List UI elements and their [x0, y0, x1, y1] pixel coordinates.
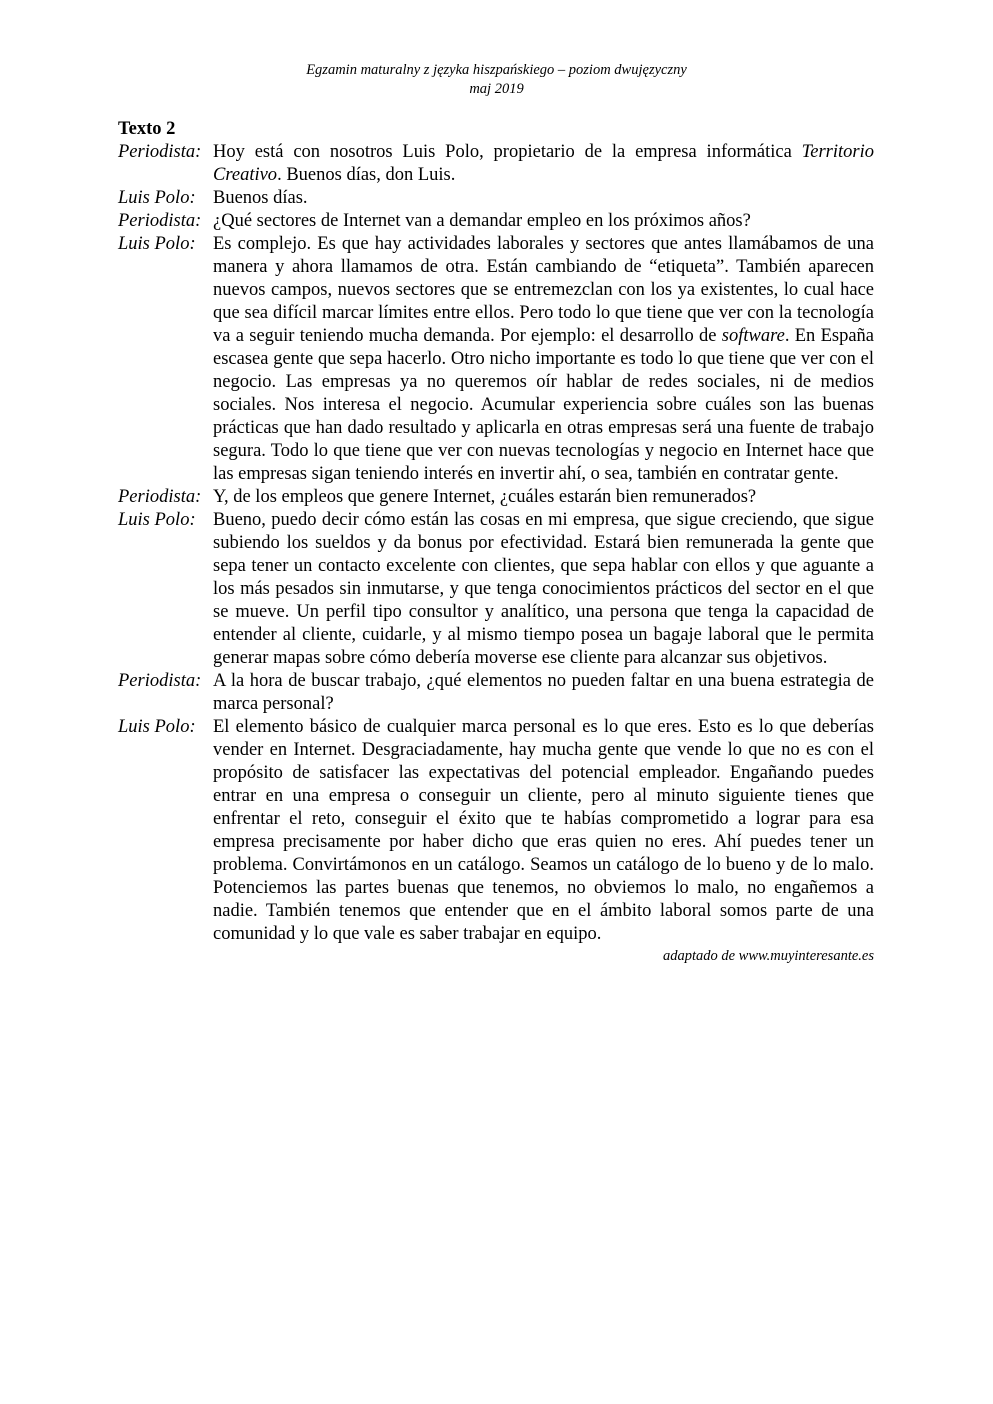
speaker-label: Periodista: [118, 487, 202, 507]
dialogue-turn [118, 670, 874, 716]
dialogue-turn [118, 187, 874, 210]
speech-text: Y, de los empleos que genere Internet, ¿cuáles estarán bien remunerados? [213, 487, 757, 507]
dialogue-turn [118, 141, 874, 187]
dialogue-turn [118, 210, 874, 233]
source-attribution: adaptado de www.muyinteresante.es [662, 948, 874, 964]
speech-text: ¿Qué sectores de Internet van a demandar empleo en los próximos años? [213, 211, 751, 231]
page-header [0, 61, 993, 99]
speech-text: Buenos días. [213, 188, 308, 208]
speaker-label: Luis Polo: [118, 510, 196, 530]
speech-text: El elemento básico de cualquier marca personal es lo que eres. Esto es lo que deberías vender en Internet. Desgraciadamente, hay mucha gente que vende lo que no es con el propósito de satisfacer las expectativas del potencial empleador. Engañando puedes entrar en una empresa o conseguir un cliente, pero al minuto siguiente tienes que enfrentar el reto, conseguir el éxito que te habías comprometido a lograr para esa empresa precisamente por haber dicho que eras quien no eres. Ahí puedes tener un problema. Convirtámonos en un catálogo. Seamos un catálogo de lo bueno y de lo malo. Potenciemos las partes buenas que tenemos, no obviemos lo malo, no engañemos a nadie. También tenemos que entender que en el ámbito laboral somos parte de una comunidad y lo que vale es saber trabajar en equipo. [213, 717, 874, 944]
speaker-label: Luis Polo: [118, 234, 196, 254]
exam-title: Egzamin maturalny z języka hiszpańskiego – poziom dwujęzyczny [306, 62, 687, 78]
exam-date: maj 2019 [469, 81, 524, 97]
speaker-label: Periodista: [118, 671, 202, 691]
company-name: Territorio Creativo [213, 142, 874, 185]
dialogue-turn [118, 509, 874, 670]
speaker-label: Periodista: [118, 211, 202, 231]
speech-text: Bueno, puedo decir cómo están las cosas en mi empresa, que sigue creciendo, que sigue subiendo los sueldos y da bonus por efectividad. Estará bien remunerada la gente que sepa tener un contacto excelente con clientes, que sepa hablar con ellos y que aguante a los más pesados sin inmutarse, y que tenga conocimientos prácticos del sector en el que se mueve. Un perfil tipo consultor y analítico, una persona que tenga la capacidad de entender al cliente, cuidarle, y al mismo tiempo posea un bagaje laboral que le permita generar mapas sobre cómo debería moverse ese cliente para alcanzar sus objetivos. [213, 510, 874, 668]
speaker-label: Luis Polo: [118, 188, 196, 208]
text-body [118, 118, 874, 966]
dialogue-turn [118, 486, 874, 509]
speaker-label: Periodista: [118, 142, 202, 162]
section-title: Texto 2 [118, 119, 176, 139]
dialogue-turn [118, 233, 874, 486]
speaker-label: Luis Polo: [118, 717, 196, 737]
italic-term: software [721, 326, 785, 346]
speech-text: Hoy está con nosotros Luis Polo, propietario de la empresa informática Territorio Creativo. Buenos días, don Luis. [213, 142, 874, 185]
speech-text: Es complejo. Es que hay actividades laborales y sectores que antes llamábamos de una manera y ahora llamamos de otra. Están cambiando de “etiqueta”. También aparecen nuevos campos, nuevos sectores que se entremezclan con los ya existentes, lo cual hace que sea difícil marcar límites entre ellos. Pero todo lo que tiene que ver con la tecnología va a seguir teniendo mucha demanda. Por ejemplo: el desarrollo de software. En España escasea gente que sepa hacerlo. Otro nicho importante es todo lo que tiene que ver con el negocio. Las empresas ya no queremos oír hablar de redes sociales, ni de medios sociales. Nos interesa el negocio. Acumular experiencia sobre cuáles son las buenas prácticas que han dado resultado y aplicarla en otras empresas será una fuente de trabajo segura. Todo lo que tiene que ver con nuevas tecnologías y negocio en Internet hace que las empresas sigan teniendo interés en invertir ahí, o sea, también en contratar gente. [213, 234, 874, 484]
dialogue-turn [118, 716, 874, 946]
speech-text: A la hora de buscar trabajo, ¿qué elementos no pueden faltar en una buena estrategia de marca personal? [213, 671, 874, 714]
